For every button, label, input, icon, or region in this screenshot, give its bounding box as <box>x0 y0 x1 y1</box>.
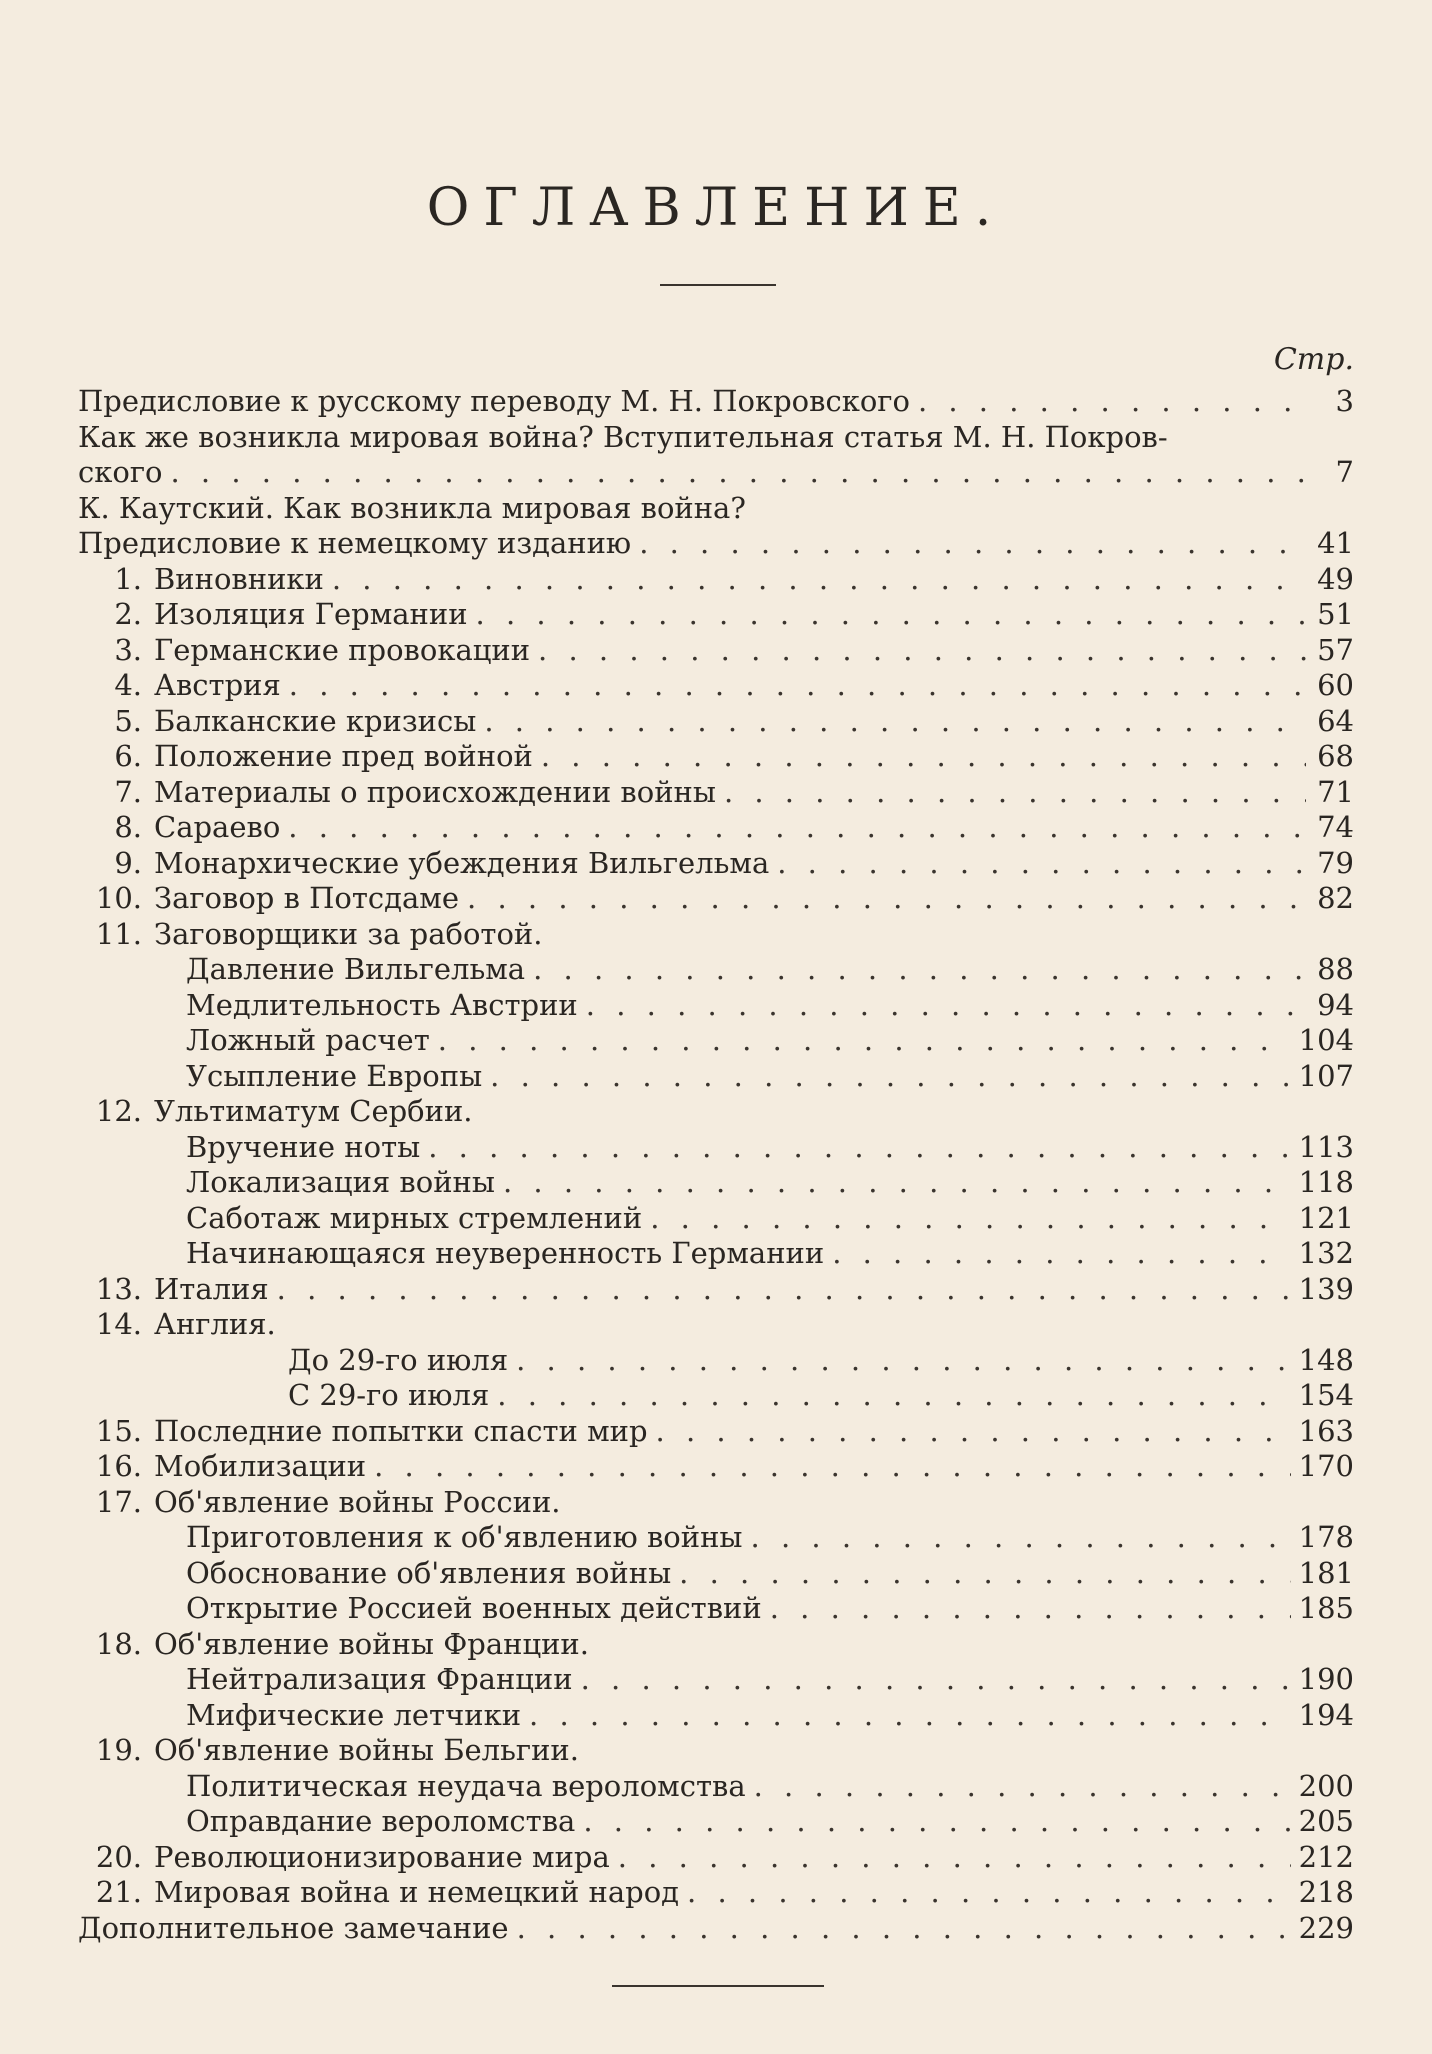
toc-entry-page: 118 <box>1298 1165 1354 1199</box>
toc-entry-page: 200 <box>1298 1768 1354 1803</box>
toc-entry <box>78 491 1354 527</box>
toc-leader-dots <box>503 1165 1291 1201</box>
toc-leader-dots <box>832 1236 1290 1272</box>
toc-entry <box>78 420 1354 456</box>
toc-leader-dots <box>289 668 1306 704</box>
toc-entry-number: 11. <box>95 916 142 951</box>
toc-entry <box>78 1378 1354 1414</box>
toc-entry-page: 88 <box>1317 952 1354 986</box>
toc-entry-number: 8. <box>114 810 142 844</box>
toc-leader-dots <box>639 526 1306 562</box>
toc-entry-page: 132 <box>1298 1236 1354 1270</box>
toc-entry-number: 2. <box>114 597 142 631</box>
toc-entry-page: 113 <box>1298 1129 1354 1164</box>
toc-entry-page: 181 <box>1298 1555 1354 1590</box>
toc-entry-label: Австрия <box>154 668 281 702</box>
toc-entry-page: 68 <box>1317 739 1354 773</box>
toc-entry-label: Вручение ноты <box>186 1129 421 1164</box>
toc-leader-dots <box>679 1556 1290 1592</box>
toc-entry-number: 14. <box>95 1307 142 1341</box>
toc-entry <box>78 988 1354 1024</box>
toc-entry-label: Монархические убеждения Вильгельма <box>154 845 770 880</box>
toc-entry <box>78 597 1354 633</box>
toc-entry-number: 16. <box>95 1449 142 1483</box>
toc-leader-dots <box>586 988 1306 1024</box>
toc-entry-number: 18. <box>95 1626 142 1661</box>
toc-entry-number: 3. <box>114 632 142 667</box>
toc-entry <box>78 1307 1354 1343</box>
title-rule <box>660 284 776 286</box>
toc-entry-page: 154 <box>1298 1378 1354 1412</box>
toc-entry-number: 15. <box>95 1413 142 1448</box>
toc-entry-label: Об'явление войны Бельгии. <box>154 1733 579 1767</box>
toc-entry-label: Мобилизации <box>154 1449 367 1483</box>
toc-entry-label: Нейтрализация Франции <box>186 1662 573 1696</box>
toc-entry-label: Италия <box>154 1271 269 1306</box>
toc-leader-dots <box>476 597 1306 633</box>
toc-entry-label: Сараево <box>154 810 281 844</box>
toc-entry <box>78 1023 1354 1059</box>
toc-leader-dots <box>656 1414 1291 1450</box>
toc-leader-dots <box>541 739 1306 775</box>
toc-entry <box>78 562 1354 598</box>
toc-entry-number: 20. <box>95 1839 142 1874</box>
toc-entry <box>78 1059 1354 1095</box>
toc-entry-label: До 29-го июля <box>288 1342 509 1377</box>
toc-entry-page: 104 <box>1298 1023 1354 1057</box>
toc-leader-dots <box>618 1840 1291 1876</box>
toc-entry <box>78 1165 1354 1201</box>
toc-entry-label: ского <box>78 455 163 489</box>
toc-leader-dots <box>170 455 1306 491</box>
toc-entry-label: Давление Вильгельма <box>186 952 526 986</box>
toc-entry-page: 3 <box>1335 384 1354 418</box>
toc-entry-label: К. Каутский. Как возникла мировая война? <box>78 490 746 525</box>
toc-entry <box>78 1201 1354 1237</box>
toc-leader-dots <box>516 1343 1291 1379</box>
toc-entry-label: Обоснование об'явления войны <box>186 1555 672 1590</box>
toc-entry-number: 10. <box>95 881 142 915</box>
toc-entry-label: Мифические летчики <box>186 1697 522 1732</box>
toc-entry-number: 5. <box>114 703 142 738</box>
toc-entry-page: 170 <box>1298 1449 1354 1483</box>
toc-entry <box>78 810 1354 846</box>
toc-entry-page: 218 <box>1298 1875 1354 1909</box>
toc-leader-dots <box>918 384 1306 420</box>
toc-entry <box>78 1662 1354 1698</box>
toc-leader-dots <box>538 633 1306 669</box>
toc-entry-page: 57 <box>1317 632 1354 667</box>
toc-entry <box>78 1236 1354 1272</box>
toc-entry-number: 12. <box>95 1094 142 1128</box>
toc-entry <box>78 1414 1354 1450</box>
toc-leader-dots <box>374 1449 1291 1485</box>
toc-leader-dots <box>438 1023 1291 1059</box>
toc-leader-dots <box>517 1911 1291 1947</box>
toc-entry-number: 19. <box>95 1733 142 1767</box>
toc-leader-dots <box>288 810 1306 846</box>
toc-entry-label: Положение пред войной <box>154 739 533 773</box>
toc-entry <box>78 952 1354 988</box>
toc-entry-label: Усыпление Европы <box>186 1058 483 1093</box>
toc-entry <box>78 1343 1354 1379</box>
toc-entry-page: 194 <box>1298 1697 1354 1732</box>
toc-entry <box>78 917 1354 953</box>
toc-entry <box>78 1591 1354 1627</box>
toc-leader-dots <box>754 1769 1291 1805</box>
toc-entry-label: С 29-го июля <box>288 1378 490 1412</box>
page-column-label: Стр. <box>1273 342 1354 377</box>
toc-entry-page: 121 <box>1298 1200 1354 1235</box>
toc-entry-number: 13. <box>95 1271 142 1306</box>
toc-entry <box>78 775 1354 811</box>
toc-entry <box>78 668 1354 704</box>
toc-entry <box>78 1875 1354 1911</box>
toc-entry-label: Об'явление войны России. <box>154 1484 561 1519</box>
toc-entry-page: 71 <box>1317 774 1354 809</box>
toc-entry-label: Политическая неудача вероломства <box>186 1768 746 1803</box>
toc-entry <box>78 1698 1354 1734</box>
toc-entry-page: 107 <box>1298 1058 1354 1093</box>
toc-entry-page: 94 <box>1317 987 1354 1022</box>
toc-entry-label: Балканские кризисы <box>154 703 477 738</box>
toc-entry-label: Начинающаяся неуверенность Германии <box>186 1236 825 1270</box>
toc-entry <box>78 739 1354 775</box>
toc-entry <box>78 1556 1354 1592</box>
toc-entry-label: Предисловие к немецкому изданию <box>78 526 632 560</box>
toc-entry <box>78 1627 1354 1663</box>
toc-entry <box>78 1485 1354 1521</box>
toc-leader-dots <box>428 1130 1290 1166</box>
toc-entry-page: 212 <box>1298 1839 1354 1874</box>
toc-leader-dots <box>650 1201 1290 1237</box>
table-of-contents <box>78 384 1354 1946</box>
toc-entry-label: Об'явление войны Франции. <box>154 1626 589 1661</box>
toc-entry <box>78 1911 1354 1947</box>
toc-entry-label: Виновники <box>154 561 324 596</box>
toc-entry-label: Заговорщики за работой. <box>154 916 543 951</box>
toc-leader-dots <box>581 1662 1291 1698</box>
toc-leader-dots <box>687 1875 1291 1911</box>
toc-entry <box>78 384 1354 420</box>
toc-entry <box>78 1272 1354 1308</box>
toc-leader-dots <box>467 881 1306 917</box>
toc-entry-label: Дополнительное замечание <box>78 1910 509 1945</box>
toc-entry-page: 7 <box>1335 455 1354 489</box>
toc-entry-page: 139 <box>1298 1271 1354 1306</box>
toc-entry-label: Заговор в Потсдаме <box>154 881 460 915</box>
toc-entry-page: 74 <box>1317 810 1354 844</box>
toc-entry-label: Мировая война и немецкий народ <box>154 1875 680 1909</box>
toc-entry-number: 4. <box>114 668 142 702</box>
toc-entry <box>78 1130 1354 1166</box>
toc-entry-page: 79 <box>1317 845 1354 880</box>
toc-entry-label: Открытие Россией военных действий <box>186 1591 762 1625</box>
toc-entry-page: 60 <box>1317 668 1354 702</box>
toc-entry-page: 148 <box>1298 1342 1354 1377</box>
toc-entry-page: 190 <box>1298 1662 1354 1696</box>
toc-entry-number: 17. <box>95 1484 142 1519</box>
toc-leader-dots <box>583 1804 1290 1840</box>
toc-entry-label: Революционизирование мира <box>154 1839 610 1874</box>
toc-entry <box>78 881 1354 917</box>
toc-leader-dots <box>332 562 1306 598</box>
toc-leader-dots <box>724 775 1306 811</box>
toc-entry <box>78 846 1354 882</box>
toc-leader-dots <box>777 846 1306 882</box>
toc-entry <box>78 633 1354 669</box>
toc-entry <box>78 1094 1354 1130</box>
toc-entry-label: Приготовления к об'явлению войны <box>186 1520 743 1554</box>
toc-entry-number: 7. <box>114 774 142 809</box>
toc-entry-label: Оправдание вероломства <box>186 1804 576 1838</box>
toc-entry <box>78 1449 1354 1485</box>
toc-entry-page: 51 <box>1317 597 1354 631</box>
toc-entry-page: 178 <box>1298 1520 1354 1554</box>
toc-entry-label: Локализация войны <box>186 1165 495 1199</box>
toc-entry <box>78 1769 1354 1805</box>
toc-leader-dots <box>490 1059 1290 1095</box>
toc-entry-label: Медлительность Австрии <box>186 987 578 1022</box>
toc-entry <box>78 704 1354 740</box>
toc-leader-dots <box>497 1378 1290 1414</box>
toc-entry-number: 21. <box>95 1875 142 1909</box>
toc-entry <box>78 1520 1354 1556</box>
toc-leader-dots <box>529 1698 1291 1734</box>
toc-entry-page: 229 <box>1298 1910 1354 1945</box>
toc-entry-label: Изоляция Германии <box>154 597 468 631</box>
page-title: ОГЛАВЛЕНИЕ. <box>426 178 1006 238</box>
toc-entry-number: 9. <box>114 845 142 880</box>
toc-entry-page: 163 <box>1298 1413 1354 1448</box>
toc-entry-label: Как же возникла мировая война? Вступительная статья М. Н. Покров- <box>78 419 1168 454</box>
toc-entry-page: 64 <box>1317 703 1354 738</box>
toc-entry-number: 1. <box>114 561 142 596</box>
toc-entry <box>78 1733 1354 1769</box>
toc-entry-page: 185 <box>1298 1591 1354 1625</box>
toc-entry <box>78 1840 1354 1876</box>
toc-leader-dots <box>770 1591 1291 1627</box>
bottom-rule <box>612 1985 824 1987</box>
toc-entry-label: Саботаж мирных стремлений <box>186 1200 643 1235</box>
toc-entry-label: Германские провокации <box>154 632 531 667</box>
toc-leader-dots <box>533 952 1306 988</box>
toc-entry-page: 41 <box>1317 526 1354 560</box>
toc-entry-label: Англия. <box>154 1307 276 1341</box>
toc-entry-label: Предисловие к русскому переводу М. Н. Покровского <box>78 384 910 418</box>
toc-leader-dots <box>484 704 1306 740</box>
toc-entry-page: 49 <box>1317 561 1354 596</box>
toc-entry <box>78 1804 1354 1840</box>
toc-entry-page: 205 <box>1298 1804 1354 1838</box>
toc-entry-label: Последние попытки спасти мир <box>154 1413 648 1448</box>
toc-entry-page: 82 <box>1317 881 1354 915</box>
toc-leader-dots <box>277 1272 1291 1308</box>
toc-leader-dots <box>751 1520 1291 1556</box>
toc-entry-label: Материалы о происхождении войны <box>154 774 716 809</box>
toc-entry <box>78 526 1354 562</box>
toc-entry-number: 6. <box>114 739 142 773</box>
toc-entry-label: Ультиматум Сербии. <box>154 1094 473 1128</box>
toc-entry <box>78 455 1354 491</box>
toc-entry-label: Ложный расчет <box>186 1023 430 1057</box>
